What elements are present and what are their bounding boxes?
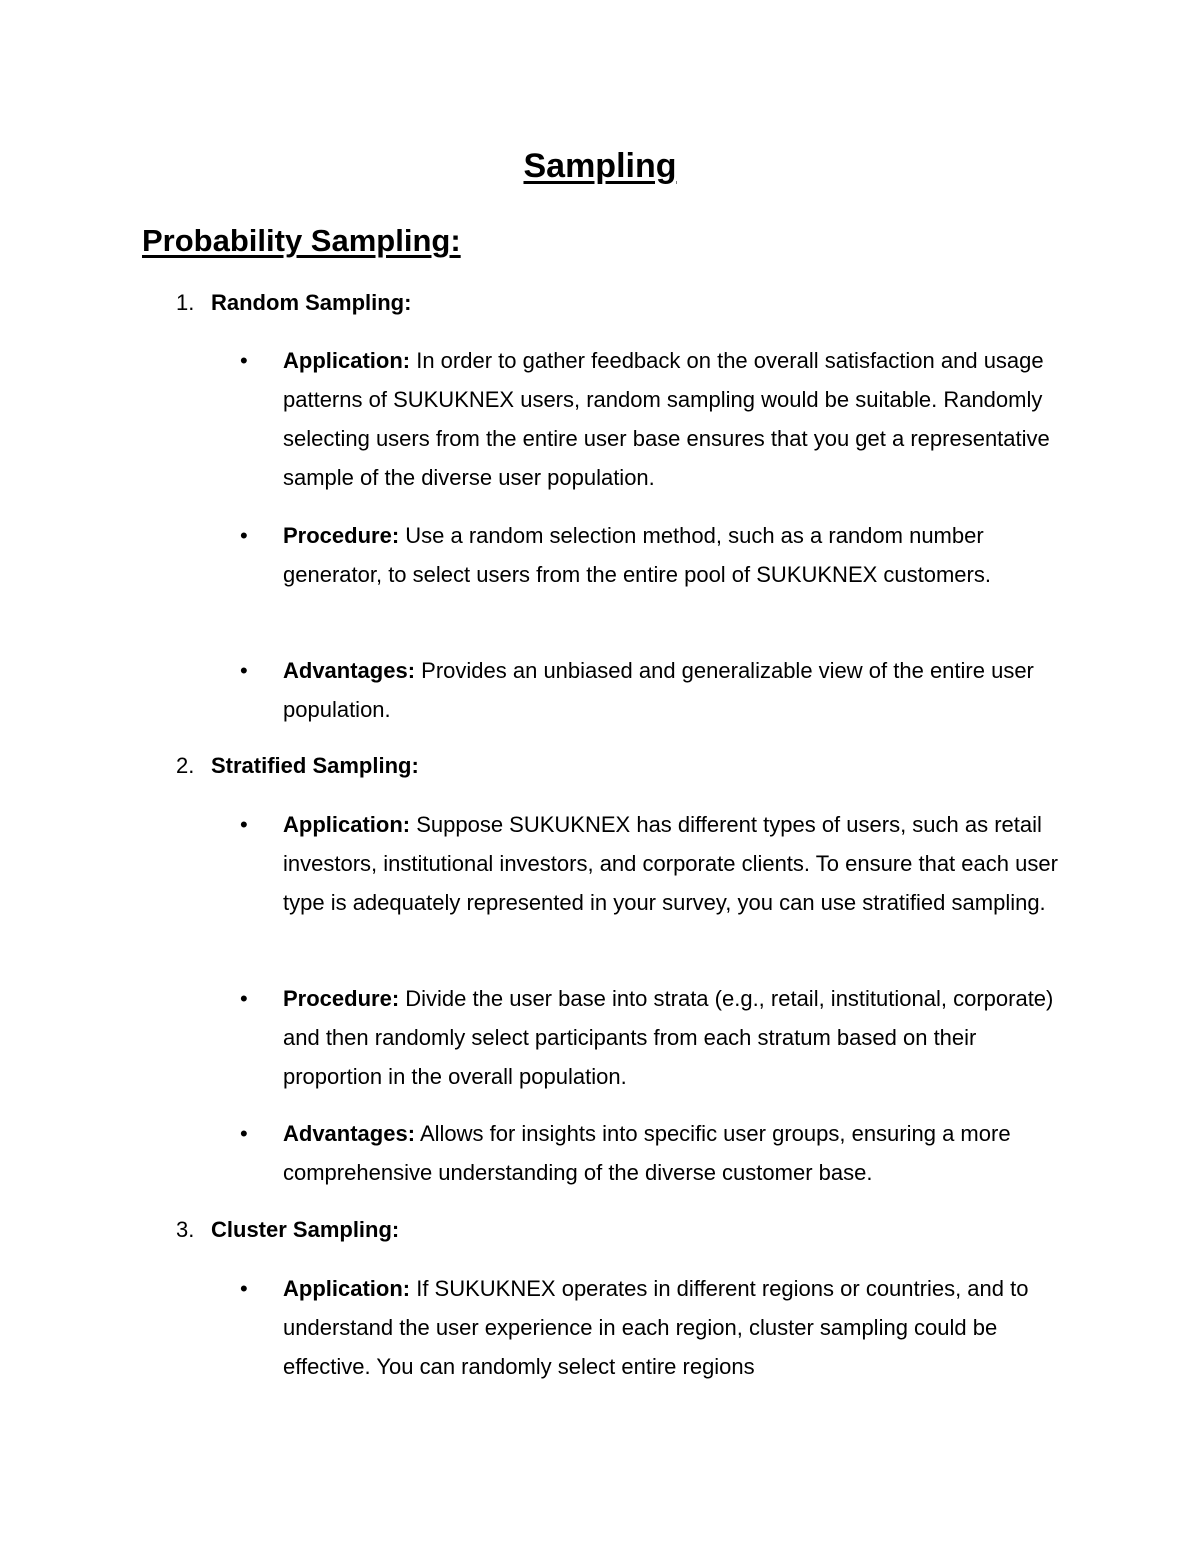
bullet-body: Divide the user base into strata (e.g., retail, institutional, corporate) and then randomly select participants from each stratum based on their proportion in the overall population. — [283, 986, 1054, 1089]
document-title: Sampling — [523, 147, 677, 185]
bullet-text — [283, 805, 1073, 922]
bullet-lead: Procedure: — [283, 523, 400, 548]
bullet-text — [283, 341, 1073, 497]
bullet-body: In order to gather feedback on the overall satisfaction and usage patterns of SUKUKNEX users, random sampling would be suitable. Randomly selecting users from the entire user base ensures that you get a representative sample of the diverse user population. — [283, 348, 1050, 490]
section-heading-probability-sampling: Probability Sampling: — [142, 223, 461, 258]
bullet-icon: • — [240, 812, 248, 837]
list-number: 1. — [176, 290, 195, 315]
bullet-lead: Advantages: — [283, 1121, 416, 1146]
bullet-body: Suppose SUKUKNEX has different types of users, such as retail investors, institutional investors, and corporate clients. To ensure that each user type is adequately represented in your survey, you can use stratified sampling. — [283, 812, 1058, 915]
list-item-random-sampling — [176, 288, 411, 318]
list-item-label: Cluster Sampling: — [211, 1217, 400, 1242]
bullet-lead: Advantages: — [283, 658, 416, 683]
bullet-icon: • — [240, 348, 248, 373]
bullet-body: Use a random selection method, such as a random number generator, to select users from the entire pool of SUKUKNEX customers. — [283, 523, 991, 587]
bullet-icon: • — [240, 986, 248, 1011]
bullet-lead: Application: — [283, 812, 411, 837]
list-number: 2. — [176, 753, 195, 778]
bullet-text — [283, 651, 1073, 729]
bullet-lead: Application: — [283, 1276, 411, 1301]
list-item-label: Random Sampling: — [211, 290, 412, 315]
bullet-text — [283, 516, 1073, 594]
list-item-cluster-sampling — [176, 1215, 399, 1245]
bullet-body: If SUKUKNEX operates in different regions or countries, and to understand the user experience in each region, cluster sampling could be effective. You can randomly select entire regions — [283, 1276, 1029, 1379]
bullet-text — [283, 979, 1073, 1096]
bullet-body: Provides an unbiased and generalizable view of the entire user population. — [283, 658, 1034, 722]
bullet-icon: • — [240, 658, 248, 683]
list-item-label: Stratified Sampling: — [211, 753, 419, 778]
bullet-lead: Procedure: — [283, 986, 400, 1011]
bullet-text — [283, 1269, 1073, 1386]
bullet-lead: Application: — [283, 348, 411, 373]
list-number: 3. — [176, 1217, 195, 1242]
bullet-text — [283, 1114, 1073, 1192]
list-item-stratified-sampling — [176, 751, 419, 781]
bullet-icon: • — [240, 1121, 248, 1146]
bullet-icon: • — [240, 523, 248, 548]
bullet-body: Allows for insights into specific user groups, ensuring a more comprehensive understanding of the diverse customer base. — [283, 1121, 1011, 1185]
bullet-icon: • — [240, 1276, 248, 1301]
